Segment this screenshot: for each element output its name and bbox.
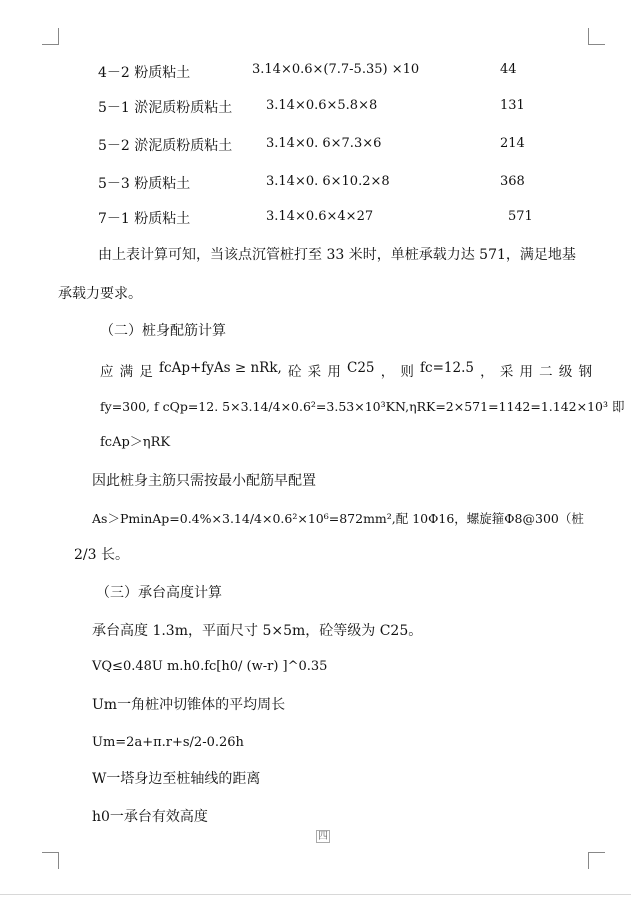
formula: 3.14×0.6×(7.7-5.35) ×10: [252, 62, 420, 77]
section-heading: （三）承台高度计算: [96, 585, 222, 601]
definition-line: W一塔身边至桩轴线的距离: [92, 771, 261, 787]
crop-mark-top-right: [588, 28, 605, 45]
soil-name: 5－1 淤泥质粉质粘土: [98, 100, 233, 116]
word: 则: [400, 364, 414, 380]
soil-name: 4－2 粉质粘土: [98, 65, 191, 81]
word: 采: [307, 364, 322, 380]
value: 131: [500, 98, 525, 113]
page-bottom-divider: [0, 894, 631, 895]
value: 214: [500, 136, 525, 151]
value: 368: [500, 174, 525, 189]
word: 钢: [578, 364, 592, 380]
word: 砼: [287, 364, 302, 380]
word: C25: [347, 360, 375, 376]
paragraph-line: 由上表计算可知，当该点沉管桩打至 33 米时，单桩承载力达 571，满足地基: [98, 247, 576, 263]
paragraph-line: 因此桩身主筋只需按最小配筋早配置: [92, 473, 316, 489]
formula: 3.14×0. 6×10.2×8: [266, 174, 390, 189]
soil-name: 5－2 淤泥质粉质粘土: [98, 138, 233, 154]
paragraph-line: 承载力要求。: [58, 286, 142, 302]
word: ，: [480, 364, 494, 380]
justified-line: [100, 360, 592, 380]
word: 用: [519, 364, 533, 380]
value: 44: [500, 62, 517, 77]
word: ，: [380, 364, 395, 380]
soil-name: 5－3 粉质粘土: [98, 176, 191, 192]
formula-line: VQ≤0.48U m.h0.fc[h0/ (w-r) ]^0.35: [92, 659, 328, 674]
formula: 3.14×0.6×5.8×8: [266, 98, 378, 113]
section-heading: （二）桩身配筋计算: [100, 323, 226, 339]
definition-line: Um一角桩冲切锥体的平均周长: [92, 697, 286, 713]
crop-mark-top-left: [42, 28, 59, 45]
formula-line: Um=2a+π.r+s/2-0.26h: [92, 735, 244, 750]
word: 二: [539, 364, 553, 380]
value: 571: [508, 209, 533, 224]
crop-mark-bottom-left: [42, 852, 59, 869]
word: 级: [558, 364, 573, 380]
word: 足: [139, 364, 153, 380]
word: fcAp+fyAs ≥ nRk,: [159, 360, 282, 376]
paragraph-line: 2/3 长。: [74, 547, 129, 563]
word: 采: [499, 364, 514, 380]
formula: 3.14×0.6×4×27: [266, 209, 374, 224]
formula-line: As＞PminAp=0.4%×3.14/4×0.6²×10⁶=872mm²,配 10Φ16，螺旋箍Φ8@300（桩: [92, 511, 584, 526]
formula-line: fy=300, f cQp=12. 5×3.14/4×0.6²=3.53×10³KN,ηRK=2×571=1142=1.142×10³ 即: [100, 399, 625, 414]
paragraph-line: 承台高度 1.3m，平面尺寸 5×5m，砼等级为 C25。: [92, 623, 423, 639]
definition-line: h0一承台有效高度: [92, 809, 208, 825]
word: 应: [100, 364, 114, 380]
word: 满: [119, 364, 134, 380]
crop-mark-bottom-right: [588, 852, 605, 869]
soil-name: 7－1 粉质粘土: [98, 211, 191, 227]
page-number: 四: [318, 831, 328, 842]
formula-line: fcAp＞ηRK: [100, 435, 171, 450]
word: 用: [327, 364, 341, 380]
word: fc=12.5: [420, 360, 474, 376]
formula: 3.14×0. 6×7.3×6: [266, 136, 382, 151]
